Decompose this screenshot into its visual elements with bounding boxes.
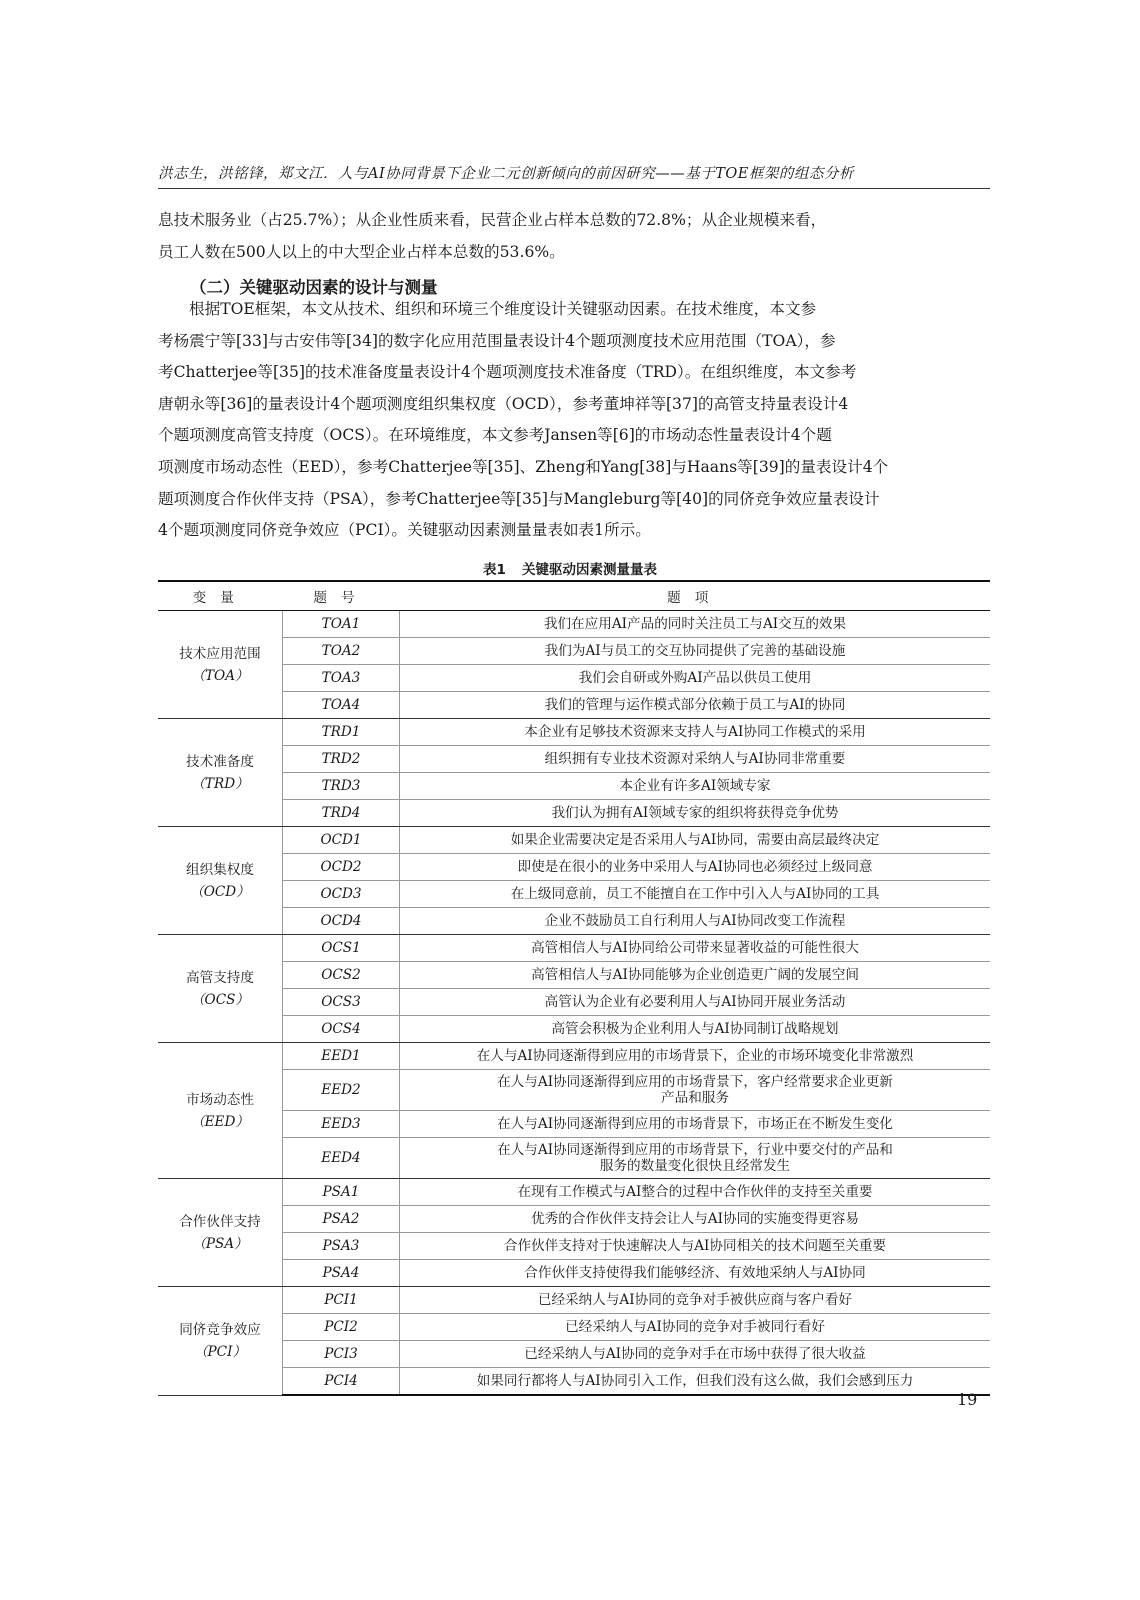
- item-id: OCS2: [283, 962, 400, 989]
- table-row: [158, 773, 990, 800]
- table-header-row: [158, 581, 990, 611]
- table-caption: [0, 558, 1140, 578]
- variable-name: 合作伙伴支持: [179, 1213, 261, 1230]
- item-text: 组织拥有专业技术资源对采纳人与AI协同非常重要: [400, 746, 991, 773]
- item-id: OCS3: [283, 989, 400, 1016]
- table-row: [158, 1368, 990, 1396]
- item-text: 在人与AI协同逐渐得到应用的市场背景下，企业的市场环境变化非常激烈: [400, 1043, 991, 1070]
- variable-code: （PSA）: [192, 1235, 248, 1252]
- table-row: [158, 1043, 990, 1070]
- table-row: [158, 1314, 990, 1341]
- variable-code: （OCD）: [190, 883, 250, 900]
- table-row: [158, 665, 990, 692]
- table-row: [158, 1111, 990, 1138]
- table-row: [158, 935, 990, 962]
- item-id: OCD4: [283, 908, 400, 935]
- item-id: TRD4: [283, 800, 400, 827]
- item-id: EED4: [283, 1138, 400, 1179]
- item-text: 高管相信人与AI协同能够为企业创造更广阔的发展空间: [400, 962, 991, 989]
- item-id: OCD3: [283, 881, 400, 908]
- item-text: 企业不鼓励员工自行利用人与AI协同改变工作流程: [400, 908, 991, 935]
- item-id: PCI4: [283, 1368, 400, 1396]
- item-text: 本企业有许多AI领域专家: [400, 773, 991, 800]
- paragraph-line: 唐朝永等[36]的量表设计4个题项测度组织集权度（OCD），参考董坤祥等[37]的高管支持量表设计4: [158, 394, 849, 413]
- variable-cell: [158, 719, 283, 827]
- item-id: EED1: [283, 1043, 400, 1070]
- intro-paragraph: [158, 205, 990, 268]
- variable-name: 高管支持度: [186, 969, 254, 986]
- header-item-id: 题号: [283, 581, 400, 611]
- variable-name: 技术准备度: [186, 753, 254, 770]
- paragraph-line: 根据TOE框架，本文从技术、组织和环境三个维度设计关键驱动因素。在技术维度，本文参: [189, 300, 817, 318]
- item-id: TOA4: [283, 692, 400, 719]
- item-text: 在上级同意前，员工不能擅自在工作中引入人与AI协同的工具: [400, 881, 991, 908]
- paragraph-line: 项测度市场动态性（EED），参考Chatterjee等[35]、Zheng和Yang[38]与Haans等[39]的量表设计4个: [158, 457, 889, 476]
- variable-name: 技术应用范围: [179, 645, 261, 662]
- item-id: EED3: [283, 1111, 400, 1138]
- item-text: 高管认为企业有必要利用人与AI协同开展业务活动: [400, 989, 991, 1016]
- item-text: 高管相信人与AI协同给公司带来显著收益的可能性很大: [400, 935, 991, 962]
- paragraph-line: 题项测度合作伙伴支持（PSA），参考Chatterjee等[35]与Mangleburg等[40]的同侪竞争效应量表设计: [158, 489, 880, 508]
- paragraph-line: 考Chatterjee等[35]的技术准备度量表设计4个题项测度技术准备度（TRD）。在组织维度，本文参考: [158, 363, 857, 382]
- variable-name: 同侪竞争效应: [179, 1321, 261, 1338]
- variable-cell: [158, 1179, 283, 1287]
- item-id: TOA1: [283, 611, 400, 638]
- item-text: 高管会积极为企业利用人与AI协同制订战略规划: [400, 1016, 991, 1043]
- item-text: 我们的管理与运作模式部分依赖于员工与AI的协同: [400, 692, 991, 719]
- item-id: PSA1: [283, 1179, 400, 1206]
- table-row: [158, 962, 990, 989]
- item-text: 合作伙伴支持对于快速解决人与AI协同相关的技术问题至关重要: [400, 1233, 991, 1260]
- table-row: [158, 611, 990, 638]
- variable-cell: [158, 1043, 283, 1179]
- section-title: （二）关键驱动因素的设计与测量: [190, 278, 438, 297]
- item-text: 已经采纳人与AI协同的竞争对手被同行看好: [400, 1314, 991, 1341]
- item-id: OCS1: [283, 935, 400, 962]
- item-text: 如果同行都将人与AI协同引入工作，但我们没有这么做，我们会感到压力: [400, 1368, 991, 1396]
- item-id: EED2: [283, 1070, 400, 1111]
- item-text: 已经采纳人与AI协同的竞争对手被供应商与客户看好: [400, 1287, 991, 1314]
- item-id: OCS4: [283, 1016, 400, 1043]
- variable-name: 组织集权度: [186, 861, 254, 878]
- paragraph-line: 个题项测度高管支持度（OCS）。在环境维度，本文参考Jansen等[6]的市场动态性量表设计4个题: [158, 426, 832, 445]
- variable-cell: [158, 935, 283, 1043]
- body-paragraph: [158, 294, 990, 547]
- item-id: OCD1: [283, 827, 400, 854]
- item-text: 在人与AI协同逐渐得到应用的市场背景下，行业中要交付的产品和服务的数量变化很快且经常发生: [400, 1138, 991, 1179]
- table-row: [158, 908, 990, 935]
- paragraph-line: 考杨震宁等[33]与古安伟等[34]的数字化应用范围量表设计4个题项测度技术应用范围（TOA），参: [158, 331, 836, 350]
- item-text: 我们为AI与员工的交互协同提供了完善的基础设施: [400, 638, 991, 665]
- table-caption-title: 关键驱动因素测量量表: [521, 562, 657, 578]
- table-caption-number: 表1: [483, 562, 506, 578]
- item-text: 如果企业需要决定是否采用人与AI协同，需要由高层最终决定: [400, 827, 991, 854]
- item-id: PSA2: [283, 1206, 400, 1233]
- table-row: [158, 1138, 990, 1179]
- variable-name: 市场动态性: [186, 1091, 254, 1108]
- header-divider: [158, 188, 990, 189]
- running-header: 洪志生，洪铭锋，郑文江．人与AI协同背景下企业二元创新倾向的前因研究——基于TOE框架的组态分析: [158, 166, 854, 182]
- item-id: TOA2: [283, 638, 400, 665]
- variable-cell: [158, 827, 283, 935]
- table-row: [158, 854, 990, 881]
- item-id: TRD3: [283, 773, 400, 800]
- item-text: 即使是在很小的业务中采用人与AI协同也必须经过上级同意: [400, 854, 991, 881]
- item-text: 在人与AI协同逐渐得到应用的市场背景下，市场正在不断发生变化: [400, 1111, 991, 1138]
- item-text: 我们在应用AI产品的同时关注员工与AI交互的效果: [400, 611, 991, 638]
- paragraph-line: 4个题项测度同侪竞争效应（PCI）。关键驱动因素测量量表如表1所示。: [158, 521, 651, 540]
- variable-cell: [158, 1287, 283, 1396]
- variable-code: （EED）: [191, 1113, 249, 1130]
- variable-code: （OCS）: [190, 991, 250, 1008]
- item-id: PSA4: [283, 1260, 400, 1287]
- variable-code: （TRD）: [191, 775, 249, 792]
- table-row: [158, 881, 990, 908]
- item-text: 我们认为拥有AI领域专家的组织将获得竞争优势: [400, 800, 991, 827]
- table-row: [158, 638, 990, 665]
- item-text: 本企业有足够技术资源来支持人与AI协同工作模式的采用: [400, 719, 991, 746]
- header-item-text: 题项: [400, 581, 991, 611]
- table-row: [158, 1206, 990, 1233]
- item-id: PSA3: [283, 1233, 400, 1260]
- table-row: [158, 1260, 990, 1287]
- table-body: [158, 611, 990, 1396]
- item-text: 已经采纳人与AI协同的竞争对手在市场中获得了很大收益: [400, 1341, 991, 1368]
- table-row: [158, 989, 990, 1016]
- measurement-table: [158, 580, 990, 1396]
- table-row: [158, 746, 990, 773]
- item-text: 合作伙伴支持使得我们能够经济、有效地采纳人与AI协同: [400, 1260, 991, 1287]
- item-text: 在人与AI协同逐渐得到应用的市场背景下，客户经常要求企业更新产品和服务: [400, 1070, 991, 1111]
- table-row: [158, 1233, 990, 1260]
- item-text: 我们会自研或外购AI产品以供员工使用: [400, 665, 991, 692]
- item-id: PCI1: [283, 1287, 400, 1314]
- table-row: [158, 1287, 990, 1314]
- item-text: 在现有工作模式与AI整合的过程中合作伙伴的支持至关重要: [400, 1179, 991, 1206]
- item-id: TOA3: [283, 665, 400, 692]
- item-text: 优秀的合作伙伴支持会让人与AI协同的实施变得更容易: [400, 1206, 991, 1233]
- item-id: OCD2: [283, 854, 400, 881]
- table-row: [158, 1070, 990, 1111]
- page-number: 19: [957, 1390, 978, 1409]
- table-row: [158, 1179, 990, 1206]
- variable-code: （PCI）: [193, 1343, 247, 1360]
- variable-cell: [158, 611, 283, 719]
- item-id: TRD1: [283, 719, 400, 746]
- table-row: [158, 827, 990, 854]
- variable-code: （TOA）: [191, 667, 249, 684]
- table-row: [158, 692, 990, 719]
- item-id: TRD2: [283, 746, 400, 773]
- table-row: [158, 1016, 990, 1043]
- header-variable: 变量: [158, 581, 283, 611]
- item-id: PCI3: [283, 1341, 400, 1368]
- table-row: [158, 719, 990, 746]
- table-row: [158, 1341, 990, 1368]
- item-id: PCI2: [283, 1314, 400, 1341]
- table-row: [158, 800, 990, 827]
- paragraph-line: 息技术服务业（占25.7%）；从企业性质来看，民营企业占样本总数的72.8%；从企业规模来看，: [158, 211, 827, 229]
- paragraph-line: 员工人数在500人以上的中大型企业占样本总数的53.6%。: [158, 242, 565, 261]
